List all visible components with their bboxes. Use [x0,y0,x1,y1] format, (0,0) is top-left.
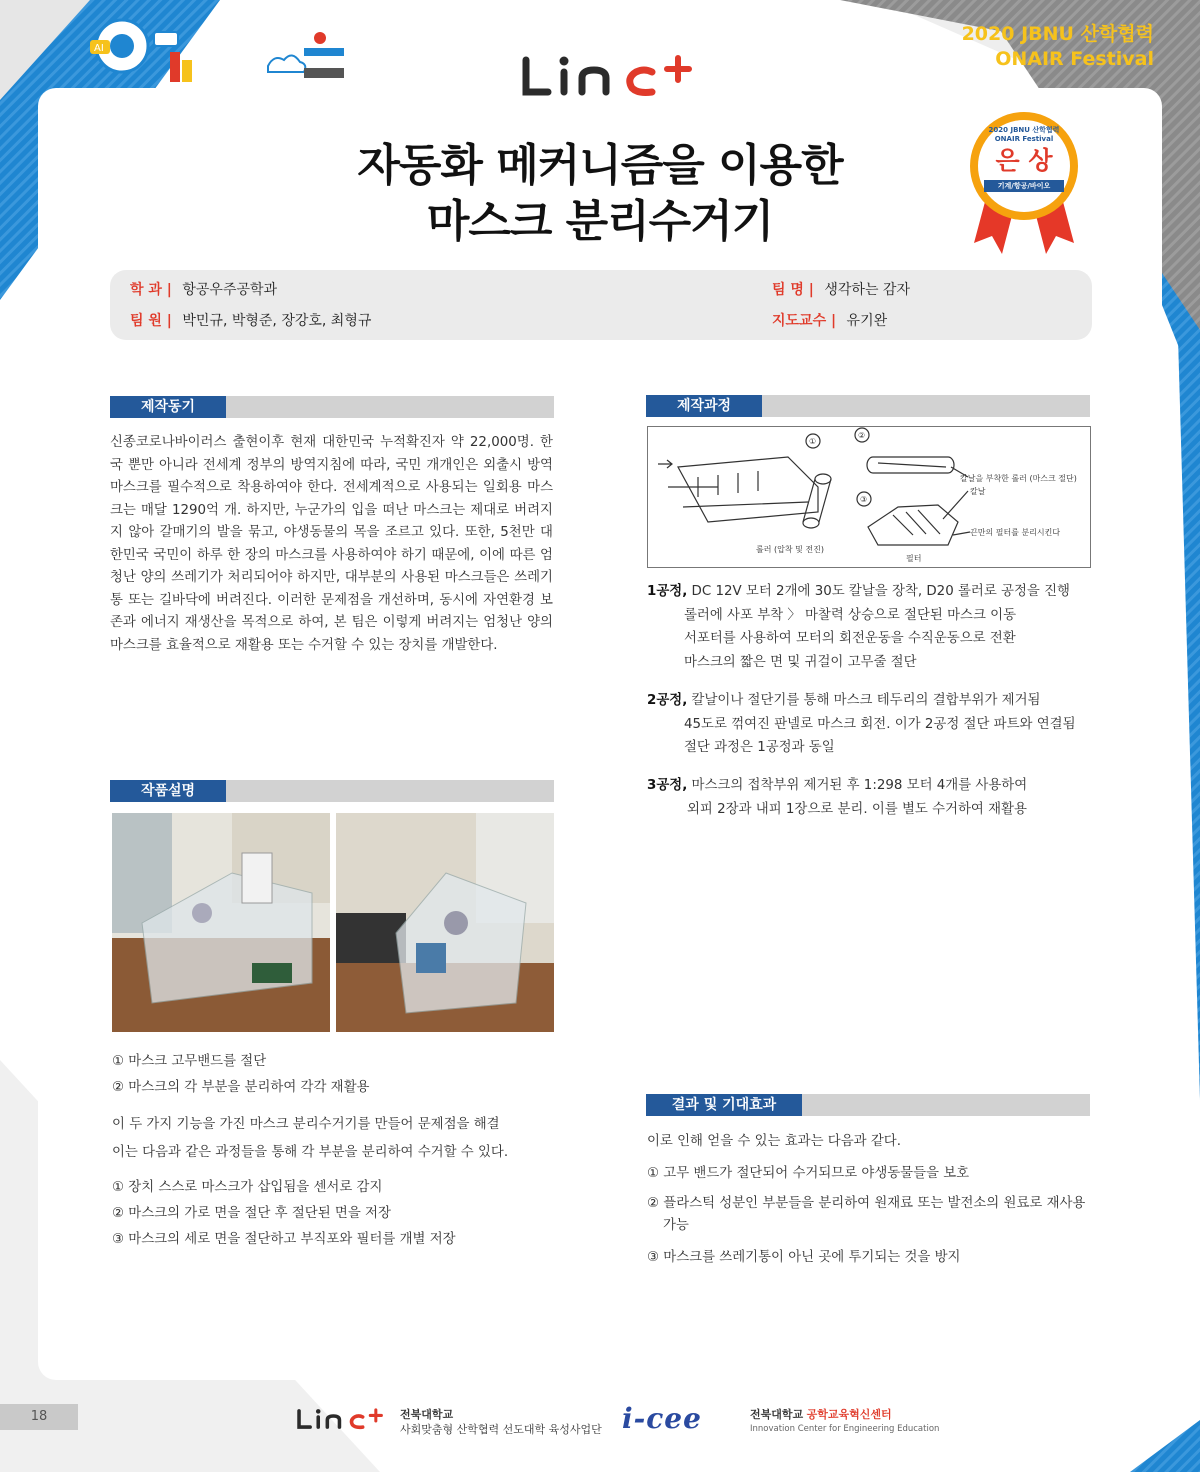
footer-linc-logo-icon [296,1406,392,1434]
section-description-header [110,780,554,802]
step-item: ③ 마스크의 세로 면을 절단하고 부직포와 필터를 개별 저장 [112,1232,456,1247]
process-step-label: 1공정, [647,584,688,599]
members-label: 팀 원 | [130,313,172,329]
process-step-label: 2공정, [647,693,688,708]
footer-icee-logo: i-cee [622,1402,702,1435]
section-process-title: 제작과정 [646,395,762,417]
footer-linc-text [400,1407,602,1437]
section-process-header [646,395,1090,417]
process-step-line: DC 12V 모터 2개에 30도 칼날을 장착, D20 롤러로 공정을 진행 [691,584,1070,599]
title-line1: 자동화 메커니즘을 이용한 [357,140,843,191]
linc-logo-icon [520,52,710,104]
description-functions [112,1049,552,1101]
section-results-header [646,1094,1090,1116]
process-step-2 [647,689,1097,760]
process-step-1 [647,580,1097,674]
award-badge [966,108,1082,258]
footer-center-en: Innovation Center for Engineering Education [750,1424,940,1434]
footer-univ: 전북대학교 [400,1408,454,1421]
results-list [647,1129,1092,1271]
device-photo-left-image [112,813,330,1032]
footer-center-prefix: 전북대학교 [750,1408,804,1421]
function-item: ① 마스크 고무밴드를 절단 [112,1054,267,1069]
page-title [300,138,900,250]
team-label: 팀 명 | [772,282,814,298]
device-photo-right [336,813,554,1032]
sketch-label: ① [809,437,817,446]
results-intro: 이로 인해 얻을 수 있는 효과는 다음과 같다. [647,1134,901,1149]
device-photo-right-image [336,813,554,1032]
description-summary [112,1111,552,1167]
footer-center-text [750,1408,939,1436]
process-sketch [647,426,1091,568]
step-item: ① 장치 스스로 마스크가 삽입됨을 센서로 감지 [112,1180,383,1195]
process-step-line: 마스크의 접착부위 제거된 후 1:298 모터 4개를 사용하여 [691,778,1028,793]
festival-line2: ONAIR Festival [995,48,1154,70]
process-step-line: 45도로 꺾여진 판넬로 마스크 회전. 이가 2공정 절단 파트와 연결됨 [684,716,1076,732]
process-step-line: 롤러에 사포 부착 〉 마찰력 상승으로 절단된 마스크 이동 [684,607,1017,623]
award-category: 기계/항공/바이오 [997,182,1051,190]
step-item: ② 마스크의 가로 면을 절단 후 절단된 면을 저장 [112,1206,391,1221]
team-value: 생각하는 감자 [824,282,910,298]
process-step-line: 외피 2장과 내피 1장으로 분리. 이를 별도 수거하여 재활용 [687,801,1027,817]
title-line2: 마스크 분리수거기 [426,196,774,247]
members-value: 박민규, 박형준, 장강호, 최형규 [182,313,372,329]
linc-logo [520,52,710,108]
tech-illustration-icon [82,8,352,88]
result-item: ② 플라스틱 성분인 부분들을 분리하여 원재료 또는 발전소의 원료로 재사용 가능 [647,1196,1086,1233]
sketch-label: ② [858,431,866,440]
section-motivation-title: 제작동기 [110,396,226,418]
members-row [130,310,371,330]
festival-title [962,22,1154,72]
process-step-line: 절단 과정은 1공정과 동일 [684,740,835,755]
footer-linc-logo [296,1406,392,1438]
summary-line: 이는 다음과 같은 과정들을 통해 각 부분을 분리하여 수거할 수 있다. [112,1145,509,1160]
team-row [772,279,910,299]
page-number: 18 [0,1404,78,1430]
sketch-label: 칼날을 부착한 롤러 (마스크 절단) [960,474,1077,483]
section-motivation-header [110,396,554,418]
motivation-text: 신종코로나바이러스 출현이후 현재 대한민국 누적확진자 약 22,000명. 한국 뿐만 아니라 전세계 정부의 방역지침에 따라, 국민 개개인은 외출시 방역마스크를 필수적으로 착용하여야 한다. 전세계적으로 사용되는 일회용 마스크는 매달 1290억 개. 하지만, 누군가의 입을 떠난 마스크는 제대로 버려지지 않아 갈매기의 발을 묶고, 야생동물의 목을 조르고 있다. 또한, 5천만 대한민국 국민이 하루 한 장의 마스크를 사용하여야 하기 때문에, 이에 따른 엄청난 양의 쓰레기가 처리되어야 하지만, 대부분의 사용된 마스크들은 쓰레기통 또는 길바닥에 버려진다. 이러한 문제점을 개선하며, 동시에 자연환경 보존과 에너지 재생산을 목적으로 하여, 본 팀은 이렇게 버려지는 엄청난 양의 마스크를 효율적으로 재활용 또는 수거할 수 있는 장치를 개발한다. [110,435,553,653]
description-steps [112,1175,552,1253]
process-step-label: 3공정, [647,778,688,793]
sketch-label: 롤러 (압착 및 전진) [756,545,824,554]
result-item: ③ 마스크를 쓰레기통이 아닌 곳에 투기되는 것을 방지 [647,1250,961,1265]
dept-label: 학 과 | [130,282,172,298]
award-prize: 은 상 [995,146,1053,175]
section-results-title: 결과 및 기대효과 [646,1094,802,1116]
svg-text:AI: AI [94,43,104,54]
advisor-row [772,310,887,330]
advisor-label: 지도교수 | [772,313,837,329]
festival-line1: 2020 JBNU 산학협력 [961,23,1154,45]
footer-project: 사회맞춤형 산학협력 선도대학 육성사업단 [400,1423,602,1436]
sketch-label: 칼날 [970,487,986,496]
advisor-value: 유기완 [846,313,888,329]
footer-center-name: 공학교육혁신센터 [806,1408,892,1421]
process-step-3 [647,774,1097,821]
sketch-label: ③ [860,495,868,504]
summary-line: 이 두 가지 기능을 가진 마스크 분리수거기를 만들어 문제점을 해결 [112,1117,500,1132]
section-description-title: 작품설명 [110,780,226,802]
sketch-label: 필터 [906,554,922,563]
dept-value: 항공우주공학과 [182,282,278,298]
result-item: ① 고무 밴드가 절단되어 수거되므로 야생동물들을 보호 [647,1166,970,1181]
process-step-line: 서포터를 사용하여 모터의 회전운동을 수직운동으로 전환 [684,631,1016,646]
process-sketch-drawing [648,427,1090,567]
process-step-line: 칼날이나 절단기를 통해 마스크 테두리의 결합부위가 제거됨 [691,693,1041,708]
team-info-box [110,270,1092,340]
award-ribbon-text-1: 2020 JBNU 산학협력 [988,126,1060,134]
sketch-label: 끈만의 필터를 분리시킨다 [970,528,1061,537]
award-ribbon-text-2: ONAIR Festival [994,135,1054,143]
dept-row [130,279,277,299]
device-photo-left [112,813,330,1032]
process-step-line: 마스크의 짧은 면 및 귀걸이 고무줄 절단 [684,654,917,670]
function-item: ② 마스크의 각 부분을 분리하여 각각 재활용 [112,1080,370,1095]
